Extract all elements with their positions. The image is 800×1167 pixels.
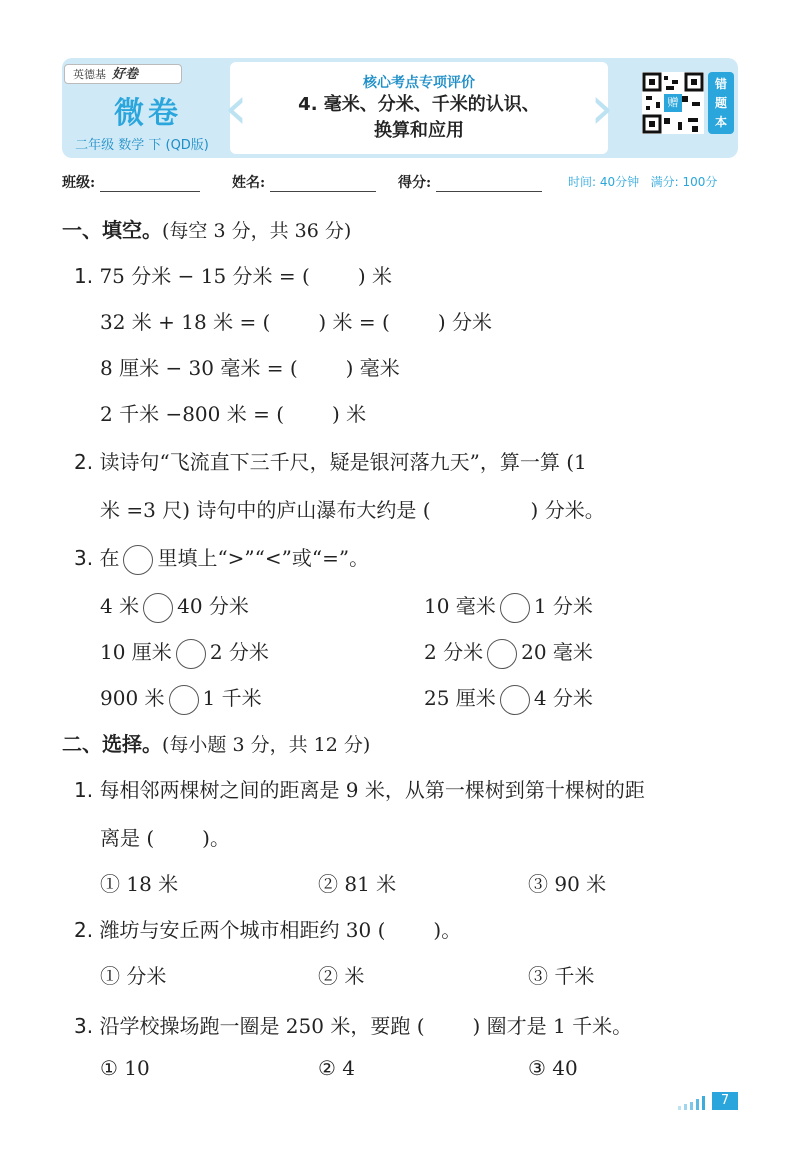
series-title: 微卷 [114, 96, 182, 131]
section-title: 二、选择。 [62, 732, 162, 756]
option[interactable]: ③ 千米 [528, 964, 595, 988]
score-field[interactable] [398, 172, 542, 192]
section-2-heading [62, 728, 370, 757]
footer-bars-icon [676, 1094, 712, 1110]
option[interactable]: ② 81 米 [318, 872, 397, 896]
text: ) 米 [357, 264, 392, 288]
badge-char: 题 [714, 96, 727, 110]
q1-1-line-a [74, 260, 392, 289]
q2-1-line-1 [74, 774, 645, 803]
q2-2-line [74, 914, 461, 943]
time-limit: 时间: 40分钟 [568, 175, 640, 189]
score-input-line[interactable] [436, 175, 542, 192]
question-number: 2. [74, 450, 94, 474]
text: 8 厘米 − 30 毫米 = ( [100, 356, 298, 380]
title-box [224, 62, 614, 154]
page-number: 7 [712, 1092, 738, 1110]
compare-answer-circle[interactable] [176, 639, 206, 669]
text: 75 分米 − 15 分米 = ( [99, 264, 310, 288]
q1-1-line-d [100, 398, 366, 427]
text: ) 米 = ( [318, 310, 390, 334]
text: )。 [433, 918, 462, 942]
q1-1-line-b [100, 306, 492, 335]
qr-tag: 赠 [667, 96, 679, 109]
brand-name: 英德基 [73, 68, 106, 81]
compare-item [100, 682, 262, 715]
text: 里填上“>”“<”或“=”。 [157, 546, 370, 570]
text: ) 分米 [437, 310, 492, 334]
option[interactable]: ② 4 [318, 1056, 356, 1080]
text: 2 分米 [424, 640, 484, 664]
text: 32 米 + 18 米 = ( [100, 310, 271, 334]
compare-answer-circle[interactable] [500, 593, 530, 623]
text: 900 米 [100, 686, 165, 710]
q2-3-line [74, 1010, 632, 1039]
error-book-badge[interactable] [708, 72, 734, 134]
text: 2 分米 [209, 640, 269, 664]
brand-hao: 好卷 [112, 67, 139, 82]
exam-meta [568, 173, 717, 190]
option[interactable]: ② 米 [318, 964, 365, 988]
text: ) 圈才是 1 千米。 [472, 1014, 633, 1038]
question-number: 2. [74, 918, 94, 942]
compare-item [100, 590, 249, 623]
class-label: 班级: [62, 175, 96, 191]
qr-code-icon[interactable] [642, 72, 704, 134]
chevron-right-icon: › [590, 73, 614, 143]
text: 在 [99, 546, 120, 570]
class-field[interactable] [62, 172, 200, 192]
page-title [260, 92, 578, 144]
section-note: (每空 3 分，共 36 分) [162, 220, 352, 242]
section-note: (每小题 3 分，共 12 分) [162, 734, 371, 756]
text: ) 分米。 [530, 498, 605, 522]
compare-answer-circle[interactable] [500, 685, 530, 715]
question-number: 1. [74, 264, 94, 288]
text: 4 米 [100, 594, 140, 618]
compare-answer-circle[interactable] [169, 685, 199, 715]
option[interactable]: ③ 90 米 [528, 872, 607, 896]
class-input-line[interactable] [100, 175, 200, 192]
brand-logo [64, 64, 182, 84]
title-line-2: 换算和应用 [374, 120, 464, 141]
q1-1-line-c [100, 352, 400, 381]
text: 2 千米 −800 米 = ( [100, 402, 285, 426]
text: 40 分米 [177, 594, 249, 618]
q2-1-line-2 [100, 822, 230, 851]
name-label: 姓名: [232, 175, 266, 191]
text: 1 分米 [533, 594, 593, 618]
grade-label: 二年级 数学 下 (QD版) [75, 138, 209, 153]
header-banner [62, 58, 738, 158]
q1-3-prompt [74, 542, 369, 575]
text: 4 分米 [533, 686, 593, 710]
option[interactable]: ③ 40 [528, 1056, 578, 1080]
option[interactable]: ① 18 米 [100, 872, 179, 896]
subtitle: 核心考点专项评价 [363, 75, 475, 91]
option[interactable]: ① 10 [100, 1056, 150, 1080]
text: 潍坊与安丘两个城市相距约 30 ( [99, 918, 386, 942]
text: )。 [202, 826, 230, 850]
question-number: 3. [74, 546, 94, 570]
text: 离是 ( [100, 826, 155, 850]
text: 25 厘米 [424, 686, 496, 710]
text: 20 毫米 [521, 640, 593, 664]
name-field[interactable] [232, 172, 376, 192]
text: 10 厘米 [100, 640, 172, 664]
text: ) 毫米 [345, 356, 400, 380]
q1-2-line-1 [74, 446, 587, 475]
score-label: 得分: [398, 175, 432, 191]
text: 沿学校操场跑一圈是 250 米，要跑 ( [99, 1014, 425, 1038]
compare-circle-icon [123, 545, 153, 575]
text: 每相邻两棵树之间的距离是 9 米，从第一棵树到第十棵树的距 [99, 778, 645, 802]
badge-char: 错 [714, 77, 727, 91]
chevron-left-icon: ‹ [224, 73, 248, 143]
compare-item [424, 590, 593, 623]
name-input-line[interactable] [270, 175, 376, 192]
q1-2-line-2 [100, 494, 605, 523]
text: 米 =3 尺) 诗句中的庐山瀑布大约是 ( [100, 498, 431, 522]
compare-item [424, 636, 593, 669]
section-1-heading [62, 214, 351, 243]
compare-answer-circle[interactable] [487, 639, 517, 669]
title-line-1: 4. 毫米、分米、千米的认识、 [298, 94, 540, 115]
compare-item [100, 636, 269, 669]
text: 1 千米 [202, 686, 262, 710]
compare-answer-circle[interactable] [143, 593, 173, 623]
question-number: 3. [74, 1014, 94, 1038]
full-score: 满分: 100分 [650, 175, 718, 189]
compare-item [424, 682, 593, 715]
text: 读诗句“飞流直下三千尺，疑是银河落九天”，算一算 (1 [99, 450, 587, 474]
option[interactable]: ① 分米 [100, 964, 167, 988]
text: ) 米 [332, 402, 367, 426]
section-title: 一、填空。 [62, 218, 162, 242]
badge-char: 本 [714, 115, 727, 129]
text: 10 毫米 [424, 594, 496, 618]
question-number: 1. [74, 778, 94, 802]
